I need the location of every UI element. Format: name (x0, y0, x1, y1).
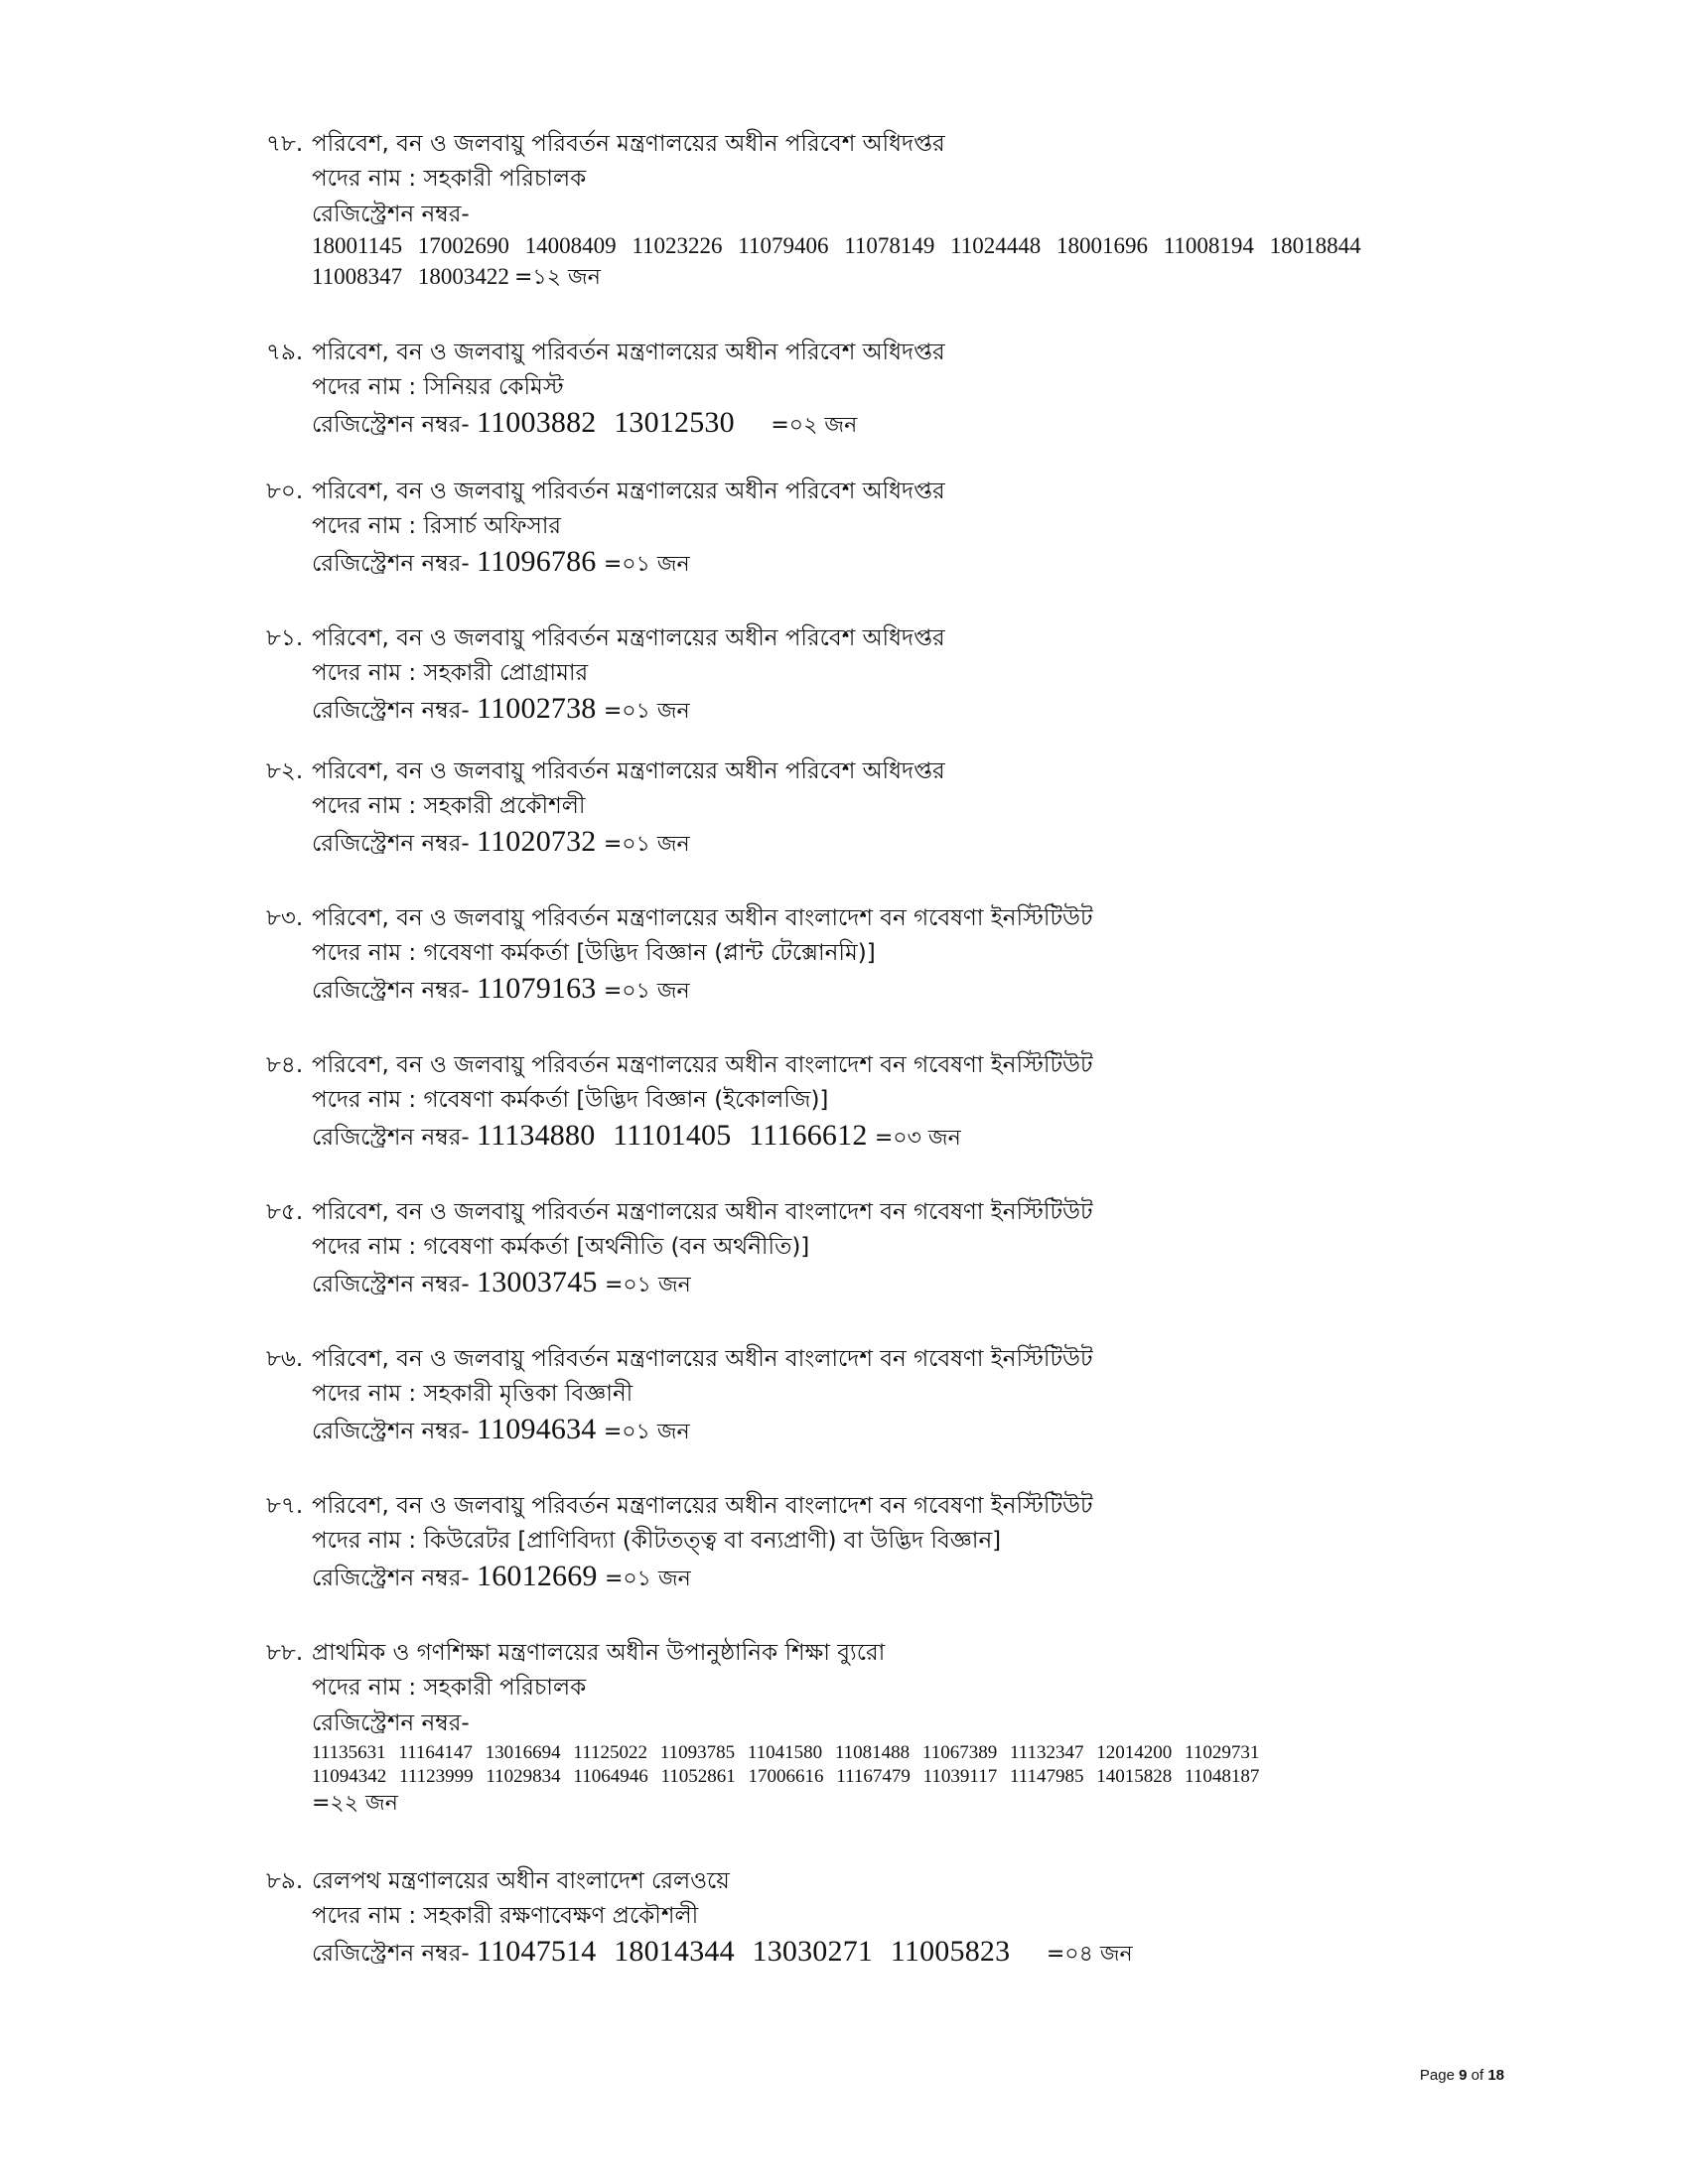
total-count: =০১ জন (603, 979, 690, 1004)
registration-numbers: 11096786 (477, 545, 597, 578)
registration-numbers-line-2: 11094342 11123999 11029834 11064946 11052861 17006616 11167479 11039117 11147985 14015828 11048187 (312, 1766, 1260, 1787)
registration-label: রেজিস্ট্রেশন নম্বর- (312, 1566, 470, 1591)
registration-label: রেজিস্ট্রেশন নম্বর- (312, 202, 470, 227)
registration-numbers-line-1: 11135631 11164147 13016694 11125022 11093785 11041580 11081488 11067389 11132347 12014200 11029731 (312, 1742, 1260, 1763)
registration-numbers: 11047514 18014344 13030271 11005823 (477, 1935, 1011, 1968)
registration-numbers-line-1: 18001145 17002690 14008409 11023226 11079406 11078149 11024448 18001696 11008194 18018844 (312, 233, 1361, 258)
entry-89 (266, 1864, 1517, 1973)
post-name: পদের নাম : গবেষণা কর্মকর্তা [উদ্ভিদ বিজ্ঞান (প্লান্ট টেক্সোনমি)] (312, 940, 876, 966)
post-name: পদের নাম : গবেষণা কর্মকর্তা [অর্থনীতি (বন অর্থনীতি)] (312, 1234, 810, 1260)
entry-86 (266, 1342, 1517, 1450)
post-name: পদের নাম : সহকারী প্রোগ্রামার (312, 660, 589, 686)
post-name: পদের নাম : সহকারী মৃত্তিকা বিজ্ঞানী (312, 1381, 633, 1407)
post-name: পদের নাম : সহকারী প্রকৌশলী (312, 793, 586, 819)
entry-number: ৮৪. (266, 1052, 304, 1078)
entry-heading: রেলপথ মন্ত্রণালয়ের অধীন বাংলাদেশ রেলওয়ে (312, 1868, 730, 1894)
registration-numbers: 11003882 13012530 (477, 406, 735, 439)
registration-label: রেজিস্ট্রেশন নম্বর- (312, 1125, 470, 1151)
entry-heading: পরিবেশ, বন ও জলবায়ু পরিবর্তন মন্ত্রণালয়ের অধীন পরিবেশ অধিদপ্তর (312, 758, 945, 784)
entry-heading: পরিবেশ, বন ও জলবায়ু পরিবর্তন মন্ত্রণালয়ের অধীন বাংলাদেশ বন গবেষণা ইনস্টিটিউট (312, 1052, 1093, 1078)
page-of-label: of (1471, 2067, 1484, 2084)
registration-numbers: 11002738 (477, 692, 597, 725)
registration-numbers: 13003745 (477, 1266, 598, 1298)
entry-number: ৮০. (266, 478, 304, 504)
entry-heading: পরিবেশ, বন ও জলবায়ু পরিবর্তন মন্ত্রণালয়ের অধীন পরিবেশ অধিদপ্তর (312, 478, 945, 504)
entry-82 (266, 754, 1517, 863)
page-label: Page (1419, 2067, 1455, 2084)
total-count: =১২ জন (514, 265, 601, 290)
total-count: =০১ জন (603, 1420, 690, 1444)
registration-label: রেজিস্ট্রেশন নম্বর- (312, 1941, 470, 1967)
registration-numbers: 11079163 (477, 972, 597, 1005)
total-count: =০১ জন (603, 832, 690, 857)
post-name: পদের নাম : সিনিয়র কেমিস্ট (312, 374, 564, 400)
entry-number: ৮৬. (266, 1346, 304, 1372)
post-name: পদের নাম : রিসার্চ অফিসার (312, 513, 562, 539)
registration-numbers: 11020732 (477, 825, 597, 858)
total-count: =০৪ জন (1046, 1942, 1133, 1967)
entry-84 (266, 1048, 1517, 1157)
entry-heading: প্রাথমিক ও গণশিক্ষা মন্ত্রণালয়ের অধীন উপানুষ্ঠানিক শিক্ষা ব্যুরো (312, 1640, 886, 1666)
registration-label: রেজিস্ট্রেশন নম্বর- (312, 978, 470, 1004)
total-count: =২২ জন (312, 1791, 398, 1816)
registration-label: রেজিস্ট্রেশন নম্বর- (312, 1272, 470, 1297)
entry-83 (266, 901, 1517, 1010)
entry-87 (266, 1489, 1517, 1597)
entry-number: ৮৮. (266, 1640, 304, 1666)
entry-80 (266, 475, 1517, 583)
entry-85 (266, 1195, 1517, 1303)
post-name: পদের নাম : কিউরেটর [প্রাণিবিদ্যা (কীটতত্ত্ব বা বন্যপ্রাণী) বা উদ্ভিদ বিজ্ঞান] (312, 1528, 1002, 1554)
total-page-number: 18 (1487, 2067, 1504, 2084)
registration-label: রেজিস্ট্রেশন নম্বর- (312, 551, 470, 577)
entry-number: ৮৭. (266, 1493, 304, 1519)
registration-label: রেজিস্ট্রেশন নম্বর- (312, 1710, 470, 1736)
post-name: পদের নাম : সহকারী রক্ষণাবেক্ষণ প্রকৌশলী (312, 1903, 699, 1929)
registration-numbers: 16012669 (477, 1560, 598, 1592)
entry-81 (266, 621, 1517, 730)
entry-heading: পরিবেশ, বন ও জলবায়ু পরিবর্তন মন্ত্রণালয়ের অধীন বাংলাদেশ বন গবেষণা ইনস্টিটিউট (312, 1199, 1093, 1225)
page-footer (1420, 2067, 1504, 2084)
total-count: =০১ জন (604, 1567, 691, 1591)
registration-numbers: 11134880 11101405 11166612 (477, 1119, 868, 1152)
total-count: =০২ জন (771, 413, 858, 438)
registration-numbers: 11094634 (477, 1413, 597, 1445)
entry-heading: পরিবেশ, বন ও জলবায়ু পরিবর্তন মন্ত্রণালয়ের অধীন পরিবেশ অধিদপ্তর (312, 625, 945, 651)
registration-label: রেজিস্ট্রেশন নম্বর- (312, 412, 470, 438)
post-name: পদের নাম : সহকারী পরিচালক (312, 166, 587, 192)
entry-79 (266, 336, 1517, 444)
entry-78 (266, 127, 1517, 297)
post-name: পদের নাম : সহকারী পরিচালক (312, 1675, 587, 1701)
registration-numbers-line-2: 11008347 18003422 (312, 264, 509, 289)
entry-heading: পরিবেশ, বন ও জলবায়ু পরিবর্তন মন্ত্রণালয়ের অধীন পরিবেশ অধিদপ্তর (312, 131, 945, 157)
entry-heading: পরিবেশ, বন ও জলবায়ু পরিবর্তন মন্ত্রণালয়ের অধীন পরিবেশ অধিদপ্তর (312, 340, 945, 365)
entry-number: ৮১. (266, 625, 304, 651)
entry-number: ৮২. (266, 758, 304, 784)
entry-88 (266, 1636, 1517, 1819)
entry-number: ৮৩. (266, 905, 304, 931)
total-count: =০১ জন (604, 1273, 691, 1297)
post-name: পদের নাম : গবেষণা কর্মকর্তা [উদ্ভিদ বিজ্ঞান (ইকোলজি)] (312, 1087, 829, 1113)
entry-heading: পরিবেশ, বন ও জলবায়ু পরিবর্তন মন্ত্রণালয়ের অধীন বাংলাদেশ বন গবেষণা ইনস্টিটিউট (312, 905, 1093, 931)
current-page-number: 9 (1459, 2067, 1468, 2084)
entry-heading: পরিবেশ, বন ও জলবায়ু পরিবর্তন মন্ত্রণালয়ের অধীন বাংলাদেশ বন গবেষণা ইনস্টিটিউট (312, 1493, 1093, 1519)
total-count: =০৩ জন (874, 1126, 961, 1151)
entry-number: ৭৮. (266, 131, 304, 157)
entry-number: ৭৯. (266, 340, 304, 365)
total-count: =০১ জন (603, 552, 690, 577)
entry-heading: পরিবেশ, বন ও জলবায়ু পরিবর্তন মন্ত্রণালয়ের অধীন বাংলাদেশ বন গবেষণা ইনস্টিটিউট (312, 1346, 1093, 1372)
registration-label: রেজিস্ট্রেশন নম্বর- (312, 831, 470, 857)
registration-label: রেজিস্ট্রেশন নম্বর- (312, 698, 470, 724)
entry-number: ৮৯. (266, 1868, 304, 1894)
entry-number: ৮৫. (266, 1199, 304, 1225)
total-count: =০১ জন (603, 699, 690, 724)
registration-label: রেজিস্ট্রেশন নম্বর- (312, 1419, 470, 1444)
